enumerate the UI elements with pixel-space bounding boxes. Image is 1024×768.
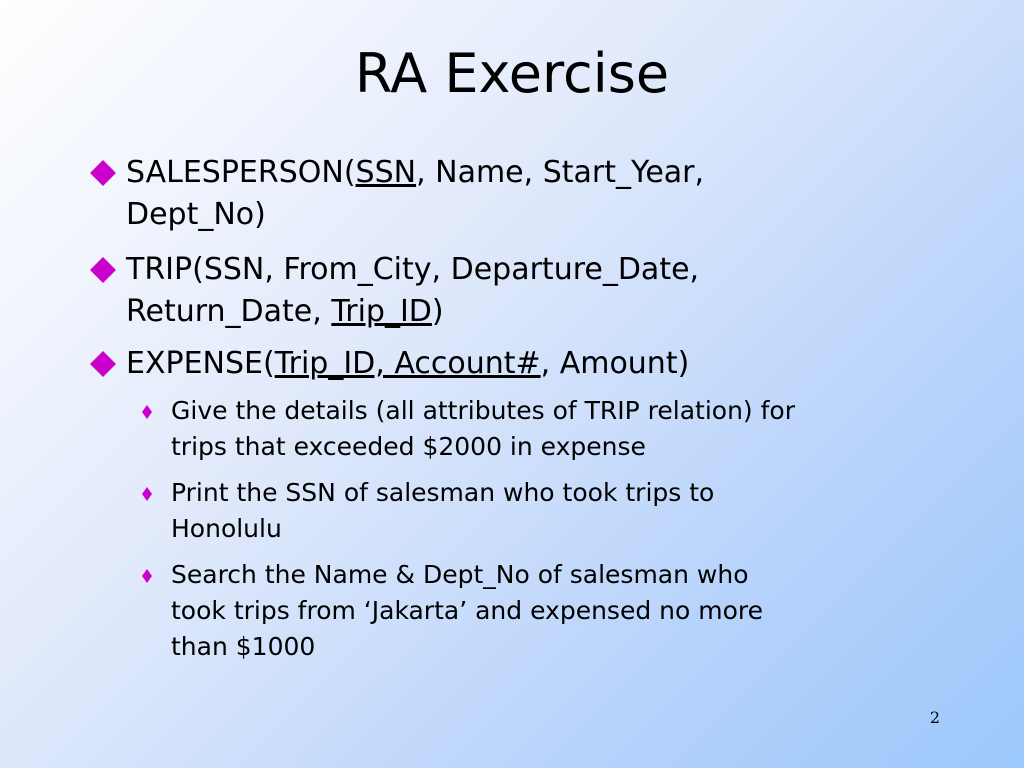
bullet-line: TRIP(SSN, From_City, Departure_Date,: [126, 252, 700, 287]
bullet-expense: [90, 343, 970, 385]
page-number: 2: [929, 708, 941, 727]
bullet-salesperson: [90, 152, 970, 236]
diamond-bullet-icon: [90, 160, 124, 186]
bullet-text: Return_Date,: [126, 294, 332, 329]
primary-key-text: SSN: [355, 155, 417, 190]
slide-title: RA Exercise: [354, 42, 670, 105]
bullet-text: , Name, Start_Year,: [416, 155, 705, 190]
sub-bullet-line: took trips from ‘Jakarta’ and expensed no more: [171, 596, 763, 625]
sub-bullet-3: [142, 557, 962, 665]
primary-key-text: Trip_ID: [331, 294, 432, 329]
bullet-text: EXPENSE(: [126, 346, 275, 381]
bullet-trip: [90, 249, 970, 333]
sub-bullet-line: Honolulu: [171, 514, 282, 543]
small-diamond-bullet-icon: [142, 569, 158, 583]
bullet-line: [126, 291, 970, 333]
sub-bullet-line: Give the details (all attributes of TRIP relation) for: [171, 396, 795, 425]
sub-bullet-1: [142, 393, 962, 465]
sub-bullet-line: trips that exceeded $2000 in expense: [171, 432, 646, 461]
bullet-text: SALESPERSON(: [126, 155, 356, 190]
small-diamond-bullet-icon: [142, 487, 158, 501]
bullet-line: [126, 343, 970, 385]
bullet-text: ): [431, 294, 444, 329]
small-diamond-bullet-icon: [142, 405, 158, 419]
sub-bullet-line: than $1000: [171, 632, 316, 661]
sub-bullet-line: Print the SSN of salesman who took trips to: [171, 478, 715, 507]
sub-bullet-2: [142, 475, 962, 547]
diamond-bullet-icon: [90, 257, 124, 283]
bullet-line: [126, 152, 970, 194]
bullet-text: , Amount): [540, 346, 690, 381]
diamond-bullet-icon: [90, 351, 124, 377]
bullet-line: Dept_No): [126, 197, 266, 232]
primary-key-text: Trip_ID, Account#: [274, 346, 541, 381]
sub-bullet-line: Search the Name & Dept_No of salesman who: [171, 560, 749, 589]
